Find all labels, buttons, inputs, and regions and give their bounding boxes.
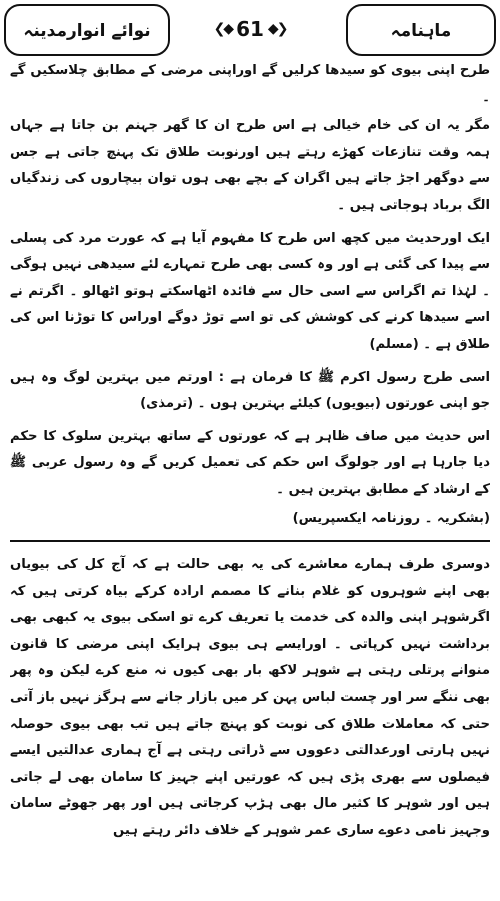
magazine-label-box [346,4,496,56]
page-header [0,4,500,60]
magazine-label: ماہنامہ [390,20,452,41]
publication-title-box [4,4,170,56]
page-number: 61 [236,17,264,41]
paragraph: اس حدیث میں صاف ظاہر ہے کہ عورتوں کے ساتھ بہترین سلوک کا حکم دیا جارہا ہے اور جولوگ اس حکم کی تعمیل کریں گے وہ رسول عربی ﷺ کے ارشاد کے مطابق بہترین ہیں ۔ [10,428,490,497]
paragraph: دوسری طرف ہمارے معاشرے کی یہ بھی حالت ہے کہ آج کل کی بیویاں بھی اپنے شوہروں کو غلام بنانے کا مصمم ارادہ کرکے بیاہ کرتی ہیں کہ اگرشوہر اپنی والدہ کی خدمت یا تعریف کرے تو اسکی بیوی یہ کبھی بھی برداشت نہیں کرپاتی ۔ اورایسے ہی بیوی ہرایک اپنی مرضی کا قانون منوانے پرتلی رہتی ہے شوہر لاکھ بار بھی کیوں نہ منع کرے لیکن وہ پھر بھی ننگے سر اور چست لباس پہن کر میں بازار جانے سے ہرگز نہیں باز آتی حتی کہ معاملات طلاق کی نوبت کو پہنچ جاتے ہیں تب بھی بیوی حوصلہ نہیں ہارتی اورعدالتی دعووں سے ڈراتی رہتی ہے آج ہماری عدالتیں ایسے فیصلوں سے بھری پڑی ہیں کہ عورتیں اپنے جہیز کا سامان بھی لے جاتی ہیں اور شوہر کا کثیر مال بھی ہڑپ کرجاتی ہیں اور پھر جھوٹے سامان وجہیز نامی دعوے ساری عمر شوہر کے خلاف دائر رہتے ہیں [10,557,490,839]
page-number-badge [205,14,295,44]
paragraph: طرح اپنی بیوی کو سیدھا کرلیں گے اوراپنی مرضی کے مطابق چلاسکیں گے ۔ [10,63,490,105]
publication-title: نوائے انوارمدینہ [23,20,151,41]
section-divider [10,540,490,542]
article-body [10,58,490,898]
ornament-left-icon: ❮◆ [213,21,233,37]
paragraph: ایک اورحدیث میں کچھ اس طرح کا مفہوم آیا ہے کہ عورت مرد کی پسلی سے پیدا کی گئی ہے اور وہ کسی بھی طرح تمہارے لئے سیدھی نہیں ہوگی ۔ لہٰذا تم اگراس سے اسی حال سے فائدہ اٹھاسکتے ہوتو اٹھالو ۔ اگرتم نے اسے سیدھا کرنے کی کوشش کی تو اسے توڑ دوگے اوراس کا توڑنا اس کی طلاق ہے ۔ (مسلم) [10,230,490,352]
paragraph: مگر یہ ان کی خام خیالی ہے اس طرح ان کا گھر جہنم بن جاتا ہے جہاں ہمہ وقت تنازعات کھڑے رہتے ہیں اورنوبت طلاق تک پہنچ جاتی ہے جس سے دوگھر اجڑ جاتے ہیں اگران کے بچے بھی ہوں توان بیچاروں کی زندگیاں الگ برباد ہوجاتی ہیں ۔ [10,118,490,213]
paragraph: اسی طرح رسول اکرم ﷺ کا فرمان ہے : اورتم میں بہترین لوگ وہ ہیں جو اپنی عورتوں (بیویوں) کیلئے بہترین ہوں ۔ (ترمذی) [10,369,490,412]
ornament-right-icon: ◆❯ [267,21,287,37]
source-credit: (بشکریہ ۔ روزنامہ ایکسپریس) [292,510,490,526]
